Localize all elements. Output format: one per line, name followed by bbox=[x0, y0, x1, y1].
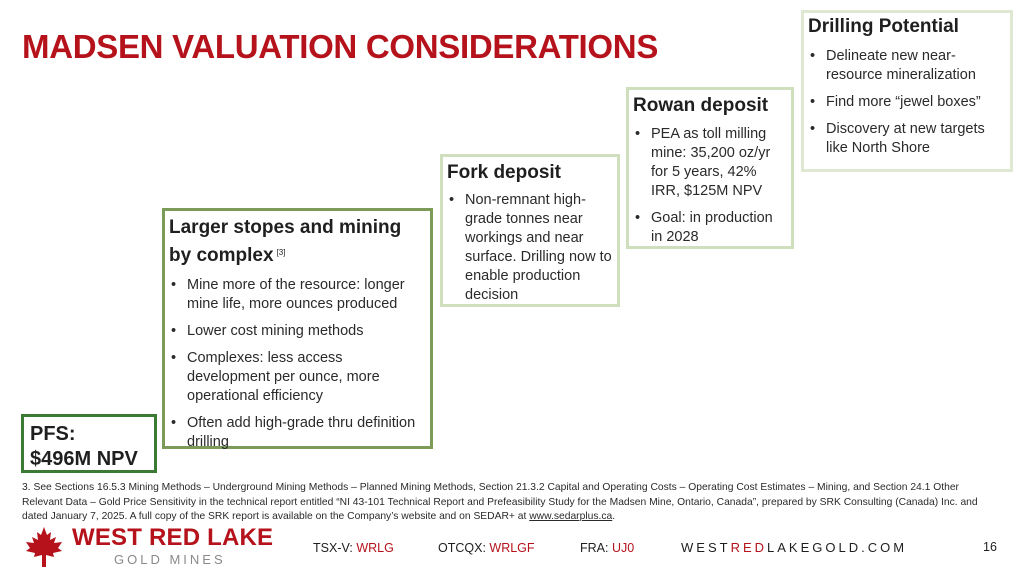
website-link[interactable] bbox=[681, 540, 907, 555]
website-part: WEST bbox=[681, 540, 731, 555]
ticker-symbol: WRLGF bbox=[489, 541, 535, 555]
bullet-item: • Mine more of the resource: longer mine life, more ounces produced bbox=[169, 276, 424, 314]
ticker-fra bbox=[580, 541, 634, 555]
ticker-symbol: UJ0 bbox=[611, 541, 635, 555]
fork-deposit-box bbox=[440, 154, 620, 307]
fork-heading: Fork deposit bbox=[447, 162, 562, 183]
website-part: LAKEGOLD.COM bbox=[767, 540, 908, 555]
ticker-exchange: TSX-V: bbox=[313, 541, 353, 555]
drilling-heading: Drilling Potential bbox=[808, 16, 959, 37]
stopes-heading-text: Larger stopes and mining by complex bbox=[169, 217, 402, 266]
stopes-bullets bbox=[169, 276, 424, 452]
company-logo bbox=[22, 524, 282, 570]
sedar-link[interactable]: www.sedarplus.ca bbox=[529, 511, 613, 522]
page-number: 16 bbox=[983, 540, 997, 554]
bullet-item: • Discovery at new targets like North Shore bbox=[808, 120, 1005, 158]
bullet-item: • Delineate new near-resource mineralization bbox=[808, 47, 1005, 85]
rowan-deposit-box bbox=[626, 87, 794, 249]
pfs-label: PFS: bbox=[30, 423, 76, 445]
ticker-otcqx bbox=[438, 541, 535, 555]
drilling-potential-box bbox=[801, 10, 1013, 172]
logo-subtitle: GOLD MINES bbox=[114, 552, 226, 567]
drilling-bullets bbox=[808, 47, 1005, 158]
bullet-item: • PEA as toll milling mine: 35,200 oz/yr for 5 years, 42% IRR, $125M NPV bbox=[633, 125, 786, 201]
logo-wordmark: WEST RED LAKE bbox=[72, 524, 274, 551]
bullet-item: • Complexes: less access development per ounce, more operational efficiency bbox=[169, 349, 424, 406]
bullet-item: • Find more “jewel boxes” bbox=[808, 93, 1005, 112]
reference-marker: [3] bbox=[276, 248, 286, 257]
bullet-item: • Non-remnant high-grade tonnes near workings and near surface. Drilling now to enable production decision bbox=[447, 191, 612, 305]
larger-stopes-box bbox=[162, 208, 433, 449]
fork-bullets bbox=[447, 191, 612, 305]
website-part-red: RED bbox=[730, 540, 768, 555]
ticker-exchange: FRA: bbox=[580, 541, 609, 555]
bullet-item: • Goal: in production in 2028 bbox=[633, 209, 786, 247]
ticker-exchange: OTCQX: bbox=[438, 541, 486, 555]
bullet-item: • Often add high-grade thru definition drilling bbox=[169, 414, 424, 452]
pfs-box bbox=[21, 414, 157, 473]
slide-title: MADSEN VALUATION CONSIDERATIONS bbox=[22, 28, 659, 65]
bullet-item: • Lower cost mining methods bbox=[169, 322, 424, 341]
footnote-end: . bbox=[612, 511, 616, 522]
pfs-npv: $496M NPV bbox=[30, 448, 138, 470]
rowan-heading: Rowan deposit bbox=[633, 95, 769, 116]
rowan-bullets bbox=[633, 125, 786, 247]
maple-leaf-icon bbox=[22, 526, 66, 568]
stopes-heading bbox=[169, 215, 424, 268]
ticker-tsxv bbox=[313, 541, 394, 555]
ticker-symbol: WRLG bbox=[356, 541, 394, 555]
footnote bbox=[22, 481, 1002, 525]
footnote-text: 3. See Sections 16.5.3 Mining Methods – Underground Mining Methods – Planned Mining Methods, Section 21.3.2 Capital and Operating Costs – Operating Cost Estimates – Mining, and Section 24.1 Other Relevant Data – Gold Price Sensitivity in the technical report entitled “NI 43-101 Technical Report and Prefeasibility Study for the Madsen Mine, Ontario, Canada”, prepared by SRK Consulting (Canada) Inc. and dated January 7, 2025. A full copy of the SRK report is available on the Company’s website and on SEDAR+ at bbox=[22, 482, 978, 522]
